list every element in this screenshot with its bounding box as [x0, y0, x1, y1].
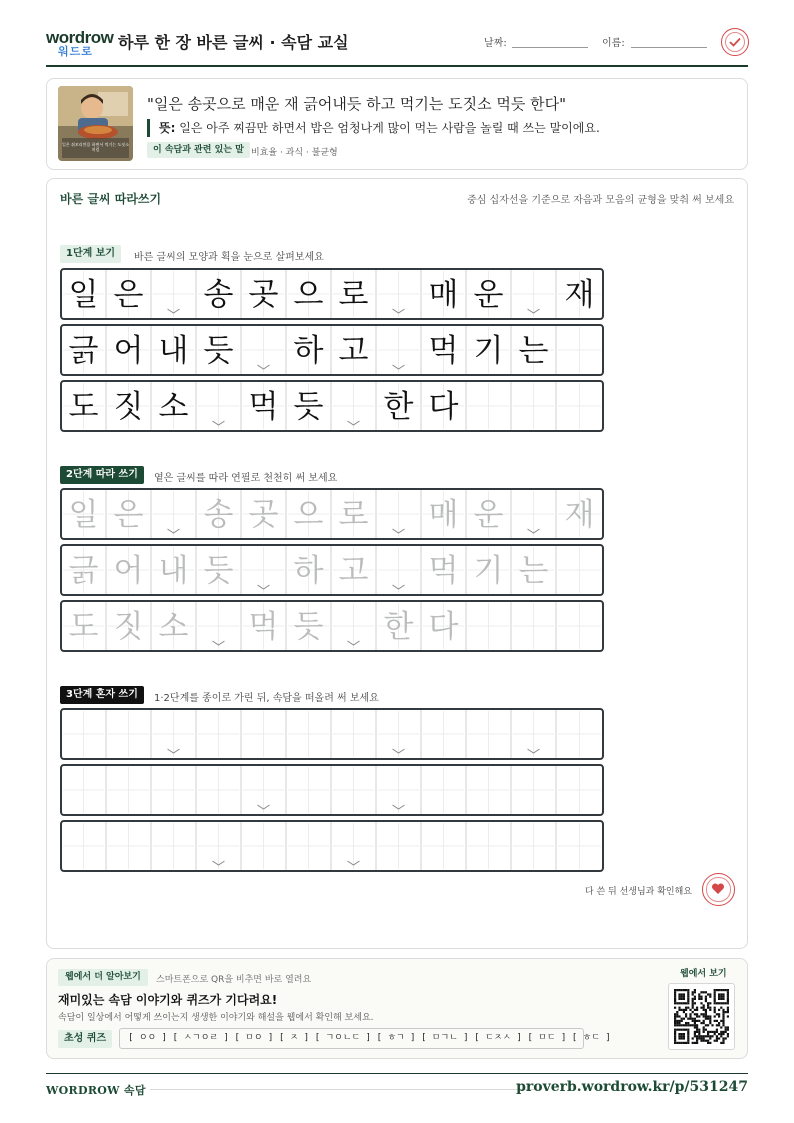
model-character: 듯 [203, 333, 234, 369]
teacher-check-text: 다 쓴 뒤 선생님과 확인해요 [584, 887, 692, 897]
qr-code[interactable] [668, 983, 735, 1050]
trace-character: 긁 [68, 553, 99, 589]
writing-row [61, 269, 603, 319]
footer-separator [150, 1089, 540, 1090]
writing-row[interactable] [61, 489, 603, 539]
footer-divider [46, 1073, 748, 1074]
meaning-text: 일은 아주 찌끔만 하면서 밥은 엄청나게 많이 먹는 사람을 놀릴 때 쓰는 말이에요. [179, 121, 600, 135]
model-character: 먹 [248, 389, 279, 425]
footer-url[interactable]: proverb.wordrow.kr/p/531247 [516, 1079, 748, 1095]
model-character: 매 [428, 277, 459, 313]
model-character: 송 [203, 277, 234, 313]
trace-character: 으 [293, 497, 324, 533]
model-character: 는 [518, 333, 549, 369]
model-character: 짓 [113, 389, 144, 425]
heart-stamp-icon [702, 873, 735, 906]
model-character: 재 [564, 277, 595, 313]
trace-character: 송 [203, 497, 234, 533]
date-label: 날짜: [484, 38, 507, 49]
trace-character: 하 [293, 553, 324, 589]
writing-row[interactable] [61, 709, 603, 759]
model-character: 도 [68, 389, 99, 425]
model-character: 곳 [248, 277, 279, 313]
writing-row [61, 325, 603, 375]
trace-character: 매 [428, 497, 459, 533]
model-character: 고 [338, 333, 369, 369]
step1-desc: 바른 글씨의 모양과 획을 눈으로 살펴보세요 [134, 252, 324, 263]
page-title: 하루 한 장 바른 글씨 · 속담 교실 [118, 33, 349, 52]
writing-row[interactable] [61, 821, 603, 871]
proverb-text: "일은 송곳으로 매운 재 긁어내듯 하고 먹기는 도짓소 먹듯 한다" [147, 95, 566, 113]
logo-text: wordrow [46, 28, 114, 47]
writing-row[interactable] [61, 601, 603, 651]
model-character: 먹 [428, 333, 459, 369]
model-character: 한 [383, 389, 414, 425]
trace-character: 는 [518, 553, 549, 589]
meaning-label: 뜻: [159, 121, 176, 135]
step2-chip: 2단계 따라 쓰기 [60, 466, 144, 484]
trace-character: 기 [473, 553, 504, 589]
name-label: 이름: [602, 38, 625, 49]
model-character: 기 [473, 333, 504, 369]
step3-chip: 3단계 혼자 쓰기 [60, 686, 144, 704]
qr-label: 웹에서 보기 [680, 969, 727, 979]
trace-character: 한 [383, 609, 414, 645]
model-character: 하 [293, 333, 324, 369]
practice-title: 바른 글씨 따라쓰기 [60, 192, 162, 206]
trace-character: 소 [158, 609, 189, 645]
model-character: 로 [338, 277, 369, 313]
trace-character: 운 [473, 497, 504, 533]
model-character: 다 [428, 389, 459, 425]
trace-character: 듯 [203, 553, 234, 589]
trace-character: 일 [68, 497, 99, 533]
trace-character: 로 [338, 497, 369, 533]
model-character: 듯 [293, 389, 324, 425]
practice-hint: 중심 십자선을 기준으로 자음과 모음의 균형을 맞춰 써 보세요 [467, 195, 734, 206]
trace-character: 고 [338, 553, 369, 589]
illustration-caption: 일은 쥐꼬리만큼 하면서 먹기는 도짓소처럼 [62, 142, 129, 152]
trace-character: 도 [68, 609, 99, 645]
qr-code-icon [669, 984, 734, 1049]
logo-subtext: 워드로 [58, 45, 93, 58]
trace-character: 재 [564, 497, 595, 533]
model-character: 운 [473, 277, 504, 313]
trace-character: 다 [428, 609, 459, 645]
trace-character: 은 [113, 497, 144, 533]
web-more-chip: 웹에서 더 알아보기 [58, 969, 148, 986]
step3-desc: 1·2단계를 종이로 가린 뒤, 속담을 떠올려 써 보세요 [154, 693, 379, 704]
model-character: 은 [113, 277, 144, 313]
trace-character: 먹 [428, 553, 459, 589]
web-subtext: 속담이 일상에서 어떻게 쓰이는지 생생한 이야기와 해설을 웹에서 확인해 보세요. [58, 1013, 374, 1023]
writing-row [61, 381, 603, 431]
trace-character: 내 [158, 553, 189, 589]
trace-character: 짓 [113, 609, 144, 645]
step1-chip: 1단계 보기 [60, 245, 121, 263]
trace-character: 곳 [248, 497, 279, 533]
model-character: 내 [158, 333, 189, 369]
model-character: 일 [68, 277, 99, 313]
related-words-chip: 이 속담과 관련 있는 말 [147, 142, 250, 158]
model-character: 소 [158, 389, 189, 425]
web-more-desc: 스마트폰으로 QR을 비추면 바로 열려요 [156, 975, 312, 985]
model-character: 으 [293, 277, 324, 313]
trace-character: 어 [113, 553, 144, 589]
step2-desc: 옅은 글씨를 따라 연필로 천천히 써 보세요 [154, 473, 338, 484]
writing-row[interactable] [61, 765, 603, 815]
quiz-label: 초성 퀴즈 [58, 1030, 112, 1048]
footer-brand: WORDROW 속담 [46, 1084, 146, 1097]
model-character: 긁 [68, 333, 99, 369]
initials-quiz: [ ㅇㅇ ] [ ㅅㄱㅇㄹ ] [ ㅁㅇ ] [ ㅈ ] [ ㄱㅇㄴㄷ ] [ ㅎㄱ ] [ ㅁㄱㄴ ] [ ㄷㅈㅅ ] [ ㅁㄷ ] [ ㅎㄷ ] [119, 1028, 584, 1049]
web-headline: 재미있는 속담 이야기와 퀴즈가 기다려요! [58, 993, 278, 1007]
related-words: 비효율 · 과식 · 불균형 [251, 148, 338, 158]
trace-character: 듯 [293, 609, 324, 645]
writing-row[interactable] [61, 545, 603, 595]
model-character: 어 [113, 333, 144, 369]
trace-character: 먹 [248, 609, 279, 645]
